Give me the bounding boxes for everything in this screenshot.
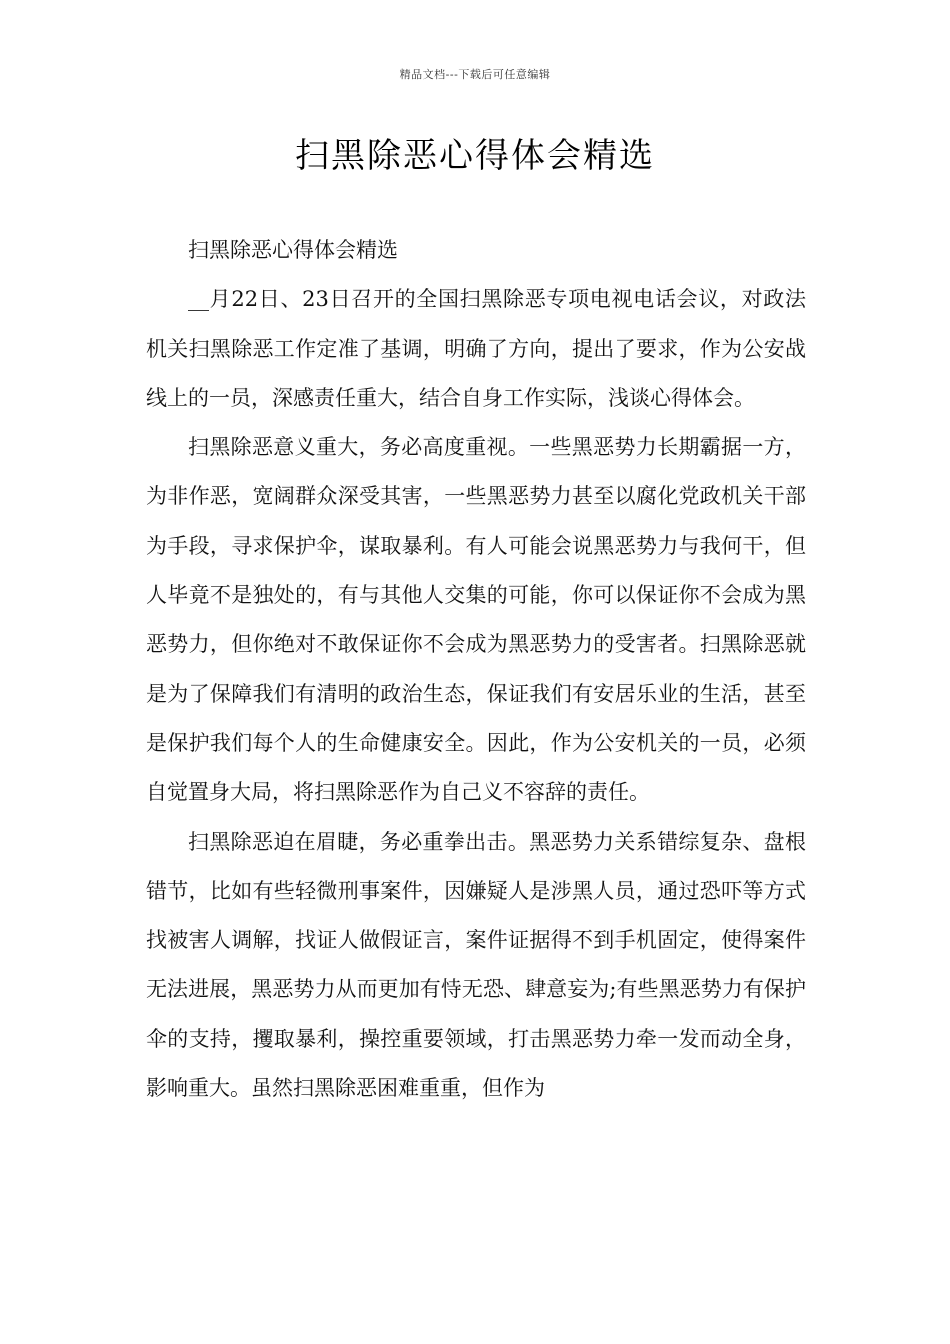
document-title: 扫黑除恶心得体会精选	[295, 136, 655, 176]
paragraph-intro: __月22日、23日召开的全国扫黑除恶专项电视电话会议，对政法机关扫黑除恶工作定准了基调，明确了方向，提出了要求，作为公安战线上的一员，深感责任重大，结合自身工作实际，浅谈心得体会。	[146, 287, 806, 410]
paragraph-subtitle: 扫黑除恶心得体会精选	[188, 238, 398, 262]
paragraph-significance: 扫黑除恶意义重大，务必高度重视。一些黑恶势力长期霸据一方，为非作恶，宽阔群众深受其害，一些黑恶势力甚至以腐化党政机关干部为手段，寻求保护伞，谋取暴利。有人可能会说黑恶势力与我何干，但人毕竟不是独处的，有与其他人交集的可能，你可以保证你不会成为黑恶势力，但你绝对不敢保证你不会成为黑恶势力的受害者。扫黑除恶就是为了保障我们有清明的政治生态，保证我们有安居乐业的生活，甚至是保护我们每个人的生命健康安全。因此，作为公安机关的一员，必须自觉置身大局，将扫黑除恶作为自己义不容辞的责任。	[146, 435, 806, 805]
header-note: 精品文档---下载后可任意编辑	[399, 68, 551, 81]
document-body	[146, 226, 806, 1113]
paragraph-urgency: 扫黑除恶迫在眉睫，务必重拳出击。黑恶势力关系错综复杂、盘根错节，比如有些轻微刑事案件，因嫌疑人是涉黑人员，通过恐吓等方式找被害人调解，找证人做假证言，案件证据得不到手机固定，使得案件无法进展，黑恶势力从而更加有恃无恐、肆意妄为;有些黑恶势力有保护伞的支持，攫取暴利，操控重要领域，打击黑恶势力牵一发而动全身，影响重大。虽然扫黑除恶困难重重，但作为	[146, 829, 806, 1101]
